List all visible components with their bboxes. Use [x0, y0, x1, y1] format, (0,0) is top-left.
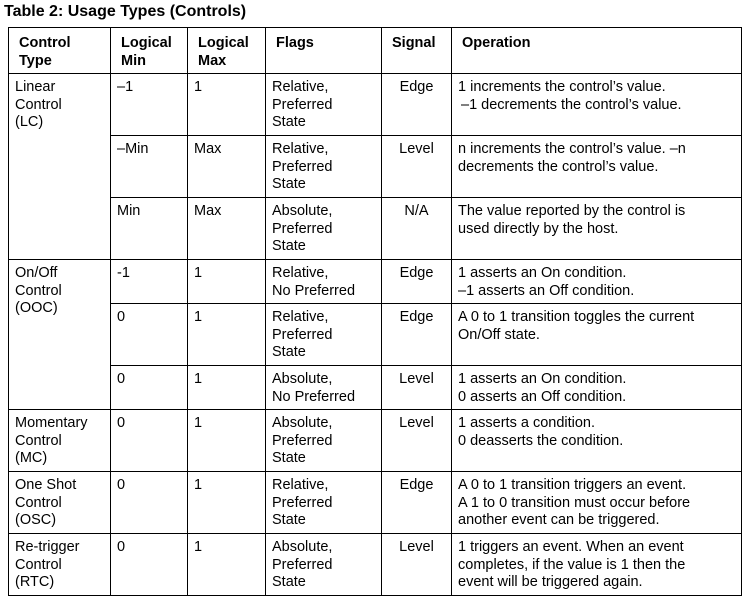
table-row	[9, 304, 742, 366]
control-type-cell	[9, 534, 111, 596]
cell-text: State	[272, 450, 306, 466]
logical-max-cell: 1	[188, 366, 266, 410]
cell-text: decrements the control’s value.	[458, 158, 659, 175]
cell-text: 0 asserts an Off condition.	[458, 388, 627, 405]
cell-text: Relative,	[272, 141, 329, 157]
logical-min-cell: –1	[111, 74, 188, 136]
cell-text: event will be triggered again.	[458, 574, 643, 590]
operation-cell	[452, 366, 742, 410]
cell-text: Control	[15, 432, 62, 449]
table-row	[9, 534, 742, 596]
logical-min-cell: 0	[111, 366, 188, 410]
logical-max-cell: 1	[188, 472, 266, 534]
logical-max-cell: 1	[188, 410, 266, 472]
logical-min-cell: 0	[111, 410, 188, 472]
flags-cell	[266, 366, 382, 410]
header-logical-max	[188, 28, 266, 74]
header-text: Logical	[121, 35, 172, 51]
logical-max-cell: Max	[188, 198, 266, 260]
cell-text: Preferred	[272, 220, 333, 237]
signal-cell: Edge	[382, 260, 452, 304]
signal-cell: Edge	[382, 74, 452, 136]
cell-text: Linear	[15, 79, 56, 95]
cell-text: No Preferred	[272, 282, 356, 299]
flags-cell	[266, 410, 382, 472]
logical-min-cell: 0	[111, 534, 188, 596]
cell-text: –1 asserts an Off condition.	[458, 282, 635, 299]
operation-cell	[452, 74, 742, 136]
cell-text: Control	[15, 96, 62, 113]
signal-cell: Level	[382, 410, 452, 472]
cell-text: State	[272, 512, 306, 528]
header-signal: Signal	[382, 28, 452, 74]
table-row	[9, 260, 742, 304]
cell-text: On/Off state.	[458, 326, 540, 343]
header-row	[9, 28, 742, 74]
header-logical-min	[111, 28, 188, 74]
cell-text: (RTC)	[15, 574, 55, 590]
cell-text: another event can be triggered.	[458, 512, 660, 528]
usage-types-table	[8, 27, 742, 596]
operation-cell	[452, 304, 742, 366]
operation-cell	[452, 136, 742, 198]
cell-text: A 0 to 1 transition triggers an event.	[458, 477, 687, 493]
cell-text: –1 decrements the control’s value.	[461, 96, 682, 113]
cell-text: A 1 to 0 transition must occur before	[458, 494, 691, 511]
control-type-cell	[9, 410, 111, 472]
table-row	[9, 472, 742, 534]
cell-text: Control	[15, 556, 62, 573]
cell-text: Preferred	[272, 556, 333, 573]
operation-cell	[452, 410, 742, 472]
cell-text: Absolute,	[272, 415, 333, 431]
cell-text: The value reported by the control is	[458, 203, 686, 219]
cell-text: Control	[15, 282, 62, 299]
cell-text: 1 increments the control’s value.	[458, 79, 666, 95]
cell-text: A 0 to 1 transition toggles the current	[458, 309, 695, 325]
cell-text: (OSC)	[15, 512, 57, 528]
cell-text: Preferred	[272, 158, 333, 175]
cell-text: Absolute,	[272, 539, 333, 555]
signal-cell: Edge	[382, 304, 452, 366]
operation-cell	[452, 472, 742, 534]
logical-min-cell: –Min	[111, 136, 188, 198]
cell-text: Control	[15, 494, 62, 511]
operation-cell	[452, 198, 742, 260]
flags-cell	[266, 472, 382, 534]
cell-text: n increments the control’s value. –n	[458, 141, 686, 157]
cell-text: State	[272, 114, 306, 130]
cell-text: 1 asserts an On condition.	[458, 371, 627, 387]
flags-cell	[266, 304, 382, 366]
logical-max-cell: 1	[188, 260, 266, 304]
header-text: Type	[19, 52, 52, 69]
cell-text: No Preferred	[272, 388, 356, 405]
cell-text: State	[272, 344, 306, 360]
cell-text: 1 asserts an On condition.	[458, 265, 627, 281]
header-text: Max	[198, 52, 227, 69]
cell-text: Momentary	[15, 415, 88, 431]
flags-cell	[266, 260, 382, 304]
cell-text: Relative,	[272, 477, 329, 493]
cell-text: Relative,	[272, 265, 329, 281]
signal-cell: Level	[382, 136, 452, 198]
cell-text: used directly by the host.	[458, 220, 619, 237]
cell-text: Preferred	[272, 96, 333, 113]
flags-cell	[266, 198, 382, 260]
table-row	[9, 136, 742, 198]
header-control-type	[9, 28, 111, 74]
table-row	[9, 198, 742, 260]
logical-min-cell: 0	[111, 472, 188, 534]
cell-text: (LC)	[15, 114, 44, 130]
header-operation: Operation	[452, 28, 742, 74]
cell-text: Relative,	[272, 309, 329, 325]
flags-cell	[266, 534, 382, 596]
header-text: Logical	[198, 35, 249, 51]
table-row	[9, 74, 742, 136]
operation-cell	[452, 260, 742, 304]
cell-text: Preferred	[272, 494, 333, 511]
logical-max-cell: 1	[188, 304, 266, 366]
table-row	[9, 366, 742, 410]
flags-cell	[266, 74, 382, 136]
signal-cell: N/A	[382, 198, 452, 260]
cell-text: Preferred	[272, 432, 333, 449]
cell-text: On/Off	[15, 265, 58, 281]
cell-text: Re-trigger	[15, 539, 80, 555]
header-flags: Flags	[266, 28, 382, 74]
logical-min-cell: 0	[111, 304, 188, 366]
operation-cell	[452, 534, 742, 596]
cell-text: State	[272, 176, 306, 192]
header-text: Min	[121, 52, 146, 69]
cell-text: 1 asserts a condition.	[458, 415, 596, 431]
cell-text: completes, if the value is 1 then the	[458, 556, 686, 573]
cell-text: Relative,	[272, 79, 329, 95]
logical-min-cell: Min	[111, 198, 188, 260]
logical-min-cell: -1	[111, 260, 188, 304]
logical-max-cell: 1	[188, 534, 266, 596]
table-title: Table 2: Usage Types (Controls)	[4, 3, 247, 20]
cell-text: 0 deasserts the condition.	[458, 432, 624, 449]
signal-cell: Level	[382, 366, 452, 410]
flags-cell	[266, 136, 382, 198]
cell-text: (OOC)	[15, 300, 58, 316]
cell-text: (MC)	[15, 450, 48, 466]
cell-text: Absolute,	[272, 203, 333, 219]
logical-max-cell: 1	[188, 74, 266, 136]
cell-text: 1 triggers an event. When an event	[458, 539, 684, 555]
control-type-cell	[9, 472, 111, 534]
control-type-cell	[9, 74, 111, 260]
cell-text: Preferred	[272, 326, 333, 343]
control-type-cell	[9, 260, 111, 410]
cell-text: One Shot	[15, 477, 77, 493]
cell-text: State	[272, 574, 306, 590]
logical-max-cell: Max	[188, 136, 266, 198]
signal-cell: Edge	[382, 472, 452, 534]
cell-text: State	[272, 238, 306, 254]
cell-text: Absolute,	[272, 371, 333, 387]
signal-cell: Level	[382, 534, 452, 596]
table-row	[9, 410, 742, 472]
header-text: Control	[19, 35, 71, 51]
